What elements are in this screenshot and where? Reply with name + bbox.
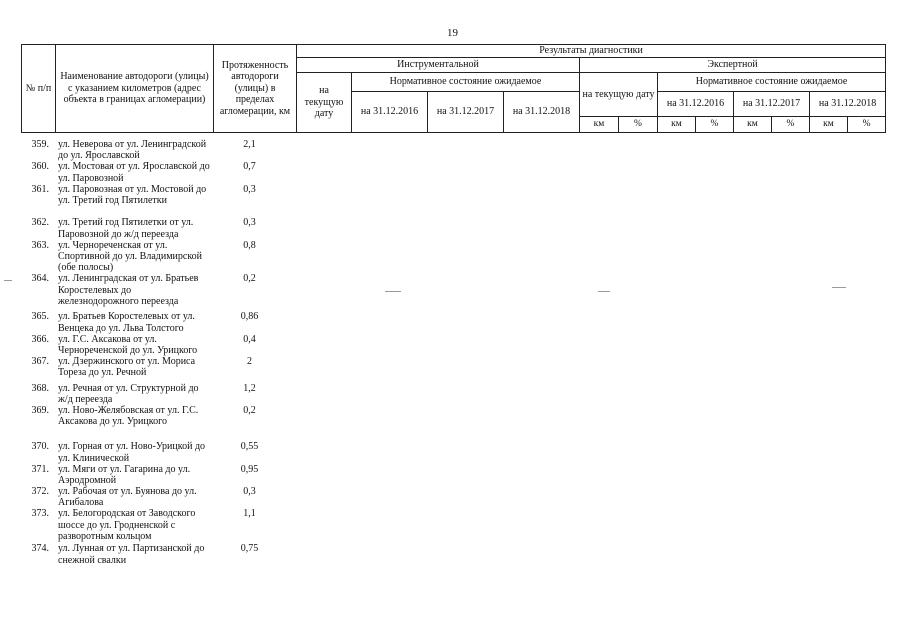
table-row	[21, 441, 321, 463]
row-number: 362.	[31, 217, 49, 229]
road-name: ул. Белогородская от Заводского шоссе до ул. Гродненской с разворотным кольцом	[58, 508, 196, 542]
col-num-header: № п/п	[22, 45, 56, 133]
date-instr-2016: на 31.12.2016	[352, 92, 428, 133]
table-row	[21, 383, 321, 405]
road-length: 2	[247, 356, 252, 368]
row-number: 367.	[31, 356, 49, 368]
road-name: ул. Г.С. Аксакова от ул. Чернореченской до ул. Урицкого	[58, 333, 198, 356]
row-number: 366.	[31, 333, 49, 345]
road-length: 0,3	[243, 217, 256, 229]
table-row	[21, 273, 321, 311]
road-length: 0,4	[243, 333, 256, 345]
table-row	[21, 356, 321, 382]
road-name: ул. Ленинградская от ул. Братьев Коростелевых до железнодорожного переезда	[58, 273, 199, 307]
table-row	[21, 217, 321, 239]
row-number: 374.	[31, 543, 49, 555]
table-row	[21, 311, 321, 333]
unit-km: км	[810, 117, 848, 133]
road-name: ул. Чернореченская от ул. Спортивной до ул. Владимирской (обе полосы)	[58, 239, 203, 274]
road-length: 0,55	[240, 441, 259, 453]
row-number: 373.	[31, 508, 49, 520]
row-number: 371.	[31, 463, 49, 475]
date-expert-2016: на 31.12.2016	[658, 92, 734, 117]
date-expert-2018: на 31.12.2018	[810, 92, 886, 117]
road-name: ул. Дзержинского от ул. Мориса Тореза до ул. Речной	[58, 356, 196, 379]
scan-artifact	[4, 280, 12, 281]
row-number: 370.	[31, 441, 49, 453]
row-number: 360.	[31, 161, 49, 173]
road-length: 0,3	[243, 183, 256, 195]
road-length: 2,1	[243, 139, 256, 150]
road-length: 0,7	[243, 161, 256, 173]
expert-header: Экспертной	[580, 58, 886, 73]
table-row	[21, 240, 321, 274]
road-name: ул. Третий год Пятилетки от ул. Паровозной до ж/д переезда	[58, 217, 194, 240]
date-instr-2018: на 31.12.2018	[504, 92, 580, 133]
road-length: 1,2	[243, 382, 256, 394]
road-length: 0,3	[243, 486, 256, 498]
date-instr-2017: на 31.12.2017	[428, 92, 504, 133]
col-length-header: Протяженность автодороги (улицы) в пределах агломерации, км	[214, 45, 297, 133]
scan-artifact	[385, 291, 401, 292]
road-length: 0,86	[240, 311, 259, 323]
road-name: ул. Неверова от ул. Ленинградской до ул. Ярославской	[58, 139, 207, 162]
results-header: Результаты диагностики	[297, 45, 886, 58]
road-length: 0,75	[240, 543, 259, 555]
road-name: ул. Лунная от ул. Партизанской до снежной свалки	[58, 543, 205, 566]
row-number: 363.	[31, 239, 49, 251]
unit-pct: %	[696, 117, 734, 133]
road-name: ул. Рабочая от ул. Буянова до ул. Агибалова	[58, 486, 197, 509]
road-length: 0,95	[240, 463, 259, 475]
instrumental-header: Инструментальной	[297, 58, 580, 73]
table-row	[21, 161, 321, 183]
current-date-instr-header: на текущую дату	[297, 73, 352, 133]
table-row	[21, 543, 321, 565]
road-name: ул. Речная от ул. Структурной до ж/д переезда	[58, 382, 199, 405]
scan-artifact	[832, 287, 846, 288]
date-expert-2017: на 31.12.2017	[734, 92, 810, 117]
row-number: 361.	[31, 183, 49, 195]
unit-km: км	[658, 117, 696, 133]
unit-pct: %	[848, 117, 886, 133]
unit-pct: %	[772, 117, 810, 133]
scan-artifact	[598, 291, 610, 292]
road-name: ул. Мостовая от ул. Ярославской до ул. Паровозной	[58, 161, 210, 184]
normative-expert-header: Нормативное состояние ожидаемое	[658, 73, 886, 92]
normative-instr-header: Нормативное состояние ожидаемое	[352, 73, 580, 92]
table-row	[21, 405, 321, 441]
row-number: 368.	[31, 382, 49, 394]
page-number: 19	[447, 27, 458, 39]
road-length: 1,1	[243, 508, 256, 520]
road-length: 0,8	[243, 239, 256, 251]
table-row	[21, 184, 321, 218]
unit-km: км	[580, 117, 619, 133]
current-date-expert-header: на текущую дату	[580, 73, 658, 117]
table-row	[21, 464, 321, 486]
row-number: 359.	[31, 139, 49, 150]
unit-km: км	[734, 117, 772, 133]
row-number: 372.	[31, 486, 49, 498]
road-length: 0,2	[243, 273, 256, 285]
road-name: ул. Братьев Коростелевых от ул. Венцека до ул. Льва Толстого	[58, 311, 195, 334]
table-row	[21, 486, 321, 508]
table-row	[21, 334, 321, 356]
road-name: ул. Ново-Желябовская от ул. Г.С. Аксакова до ул. Урицкого	[58, 404, 199, 428]
header-table	[21, 44, 886, 133]
table-row	[21, 139, 321, 161]
row-number: 364.	[31, 273, 49, 285]
col-name-header: Наименование автодороги (улицы) с указанием километров (адрес объекта в границах агломерации)	[56, 45, 214, 133]
road-length: 0,2	[243, 404, 256, 416]
road-name: ул. Мяги от ул. Гагарина до ул. Аэродромной	[58, 463, 191, 486]
road-name: ул. Горная от ул. Ново-Урицкой до ул. Клинической	[58, 441, 206, 464]
table-row	[21, 508, 321, 543]
row-number: 365.	[31, 311, 49, 323]
road-name: ул. Паровозная от ул. Мостовой до ул. Третий год Пятилетки	[58, 183, 207, 206]
road-list	[21, 139, 321, 566]
row-number: 369.	[31, 404, 49, 416]
unit-pct: %	[619, 117, 658, 133]
